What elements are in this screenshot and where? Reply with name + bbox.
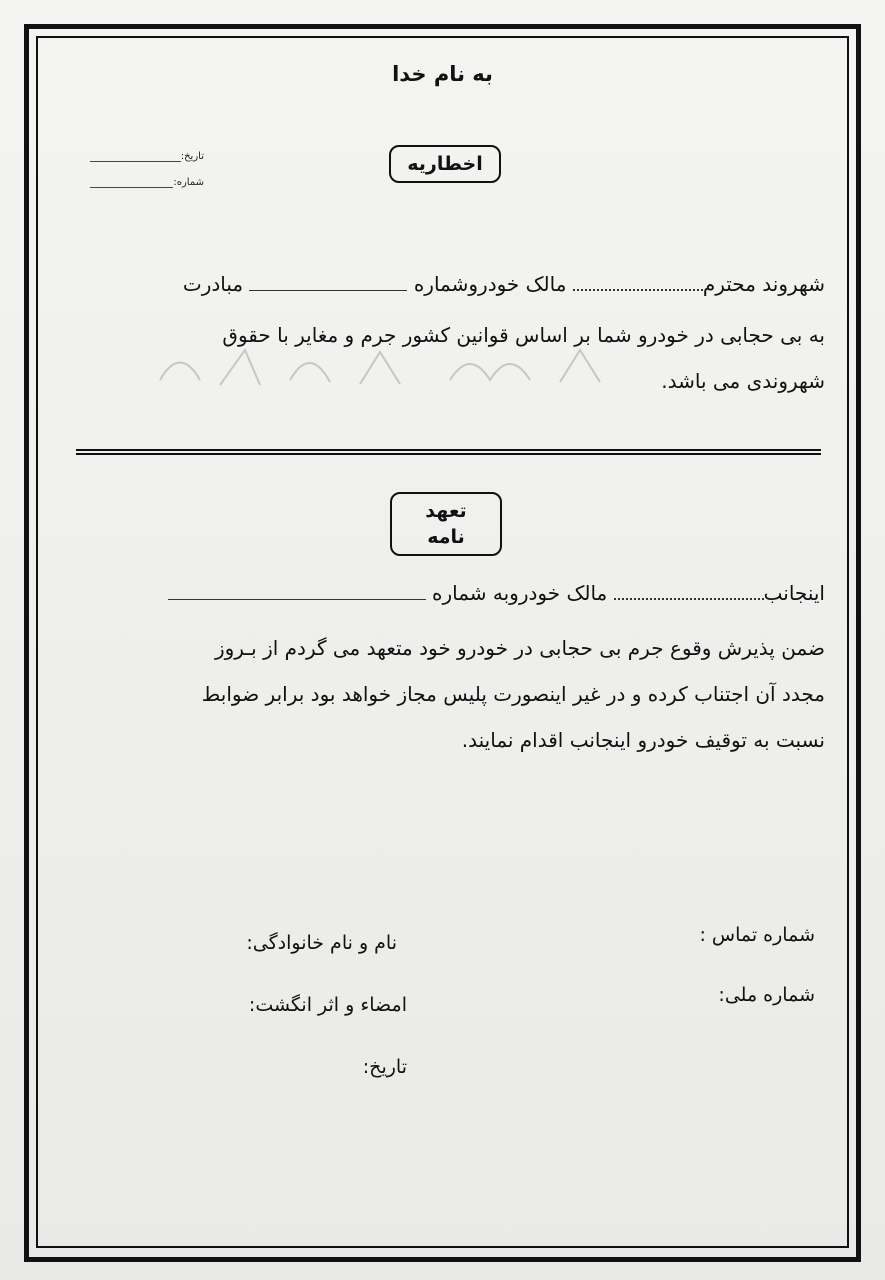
commitment-line-3: مجدد آن اجتناب کرده و در غیر اینصورت پلیس مجاز خواهد بود برابر ضوابط: [201, 682, 825, 706]
full-name-field-label: نام و نام خانوادگی:: [246, 932, 397, 954]
basmala-heading: به نام خدا: [392, 62, 493, 86]
notice-line-2: به بی حجابی در خودرو شما بر اساس قوانین کشور جرم و مغایر با حقوق: [222, 323, 825, 347]
meta-date-label: تاریخ:: [180, 151, 204, 162]
signature-field-label: امضاء و اثر انگشت:: [248, 994, 407, 1016]
meta-number-row: [88, 172, 204, 188]
notice-name-blank: [573, 271, 703, 291]
commitment-line-4: نسبت به توقیف خودرو اینجانب اقدام نمایند.: [461, 728, 825, 752]
notice-title: اخطاریه: [389, 145, 501, 183]
commitment-line-1: [60, 577, 825, 609]
date-field-label: تاریخ:: [362, 1056, 407, 1078]
commitment-plate-label: مالک خودروبه شماره: [431, 581, 608, 605]
notice-line-1: [60, 268, 825, 300]
notice-citizen-label: شهروند محترم: [702, 272, 825, 296]
notice-line-3: شهروندی می باشد.: [661, 369, 825, 393]
commitment-self-label: اینجانب: [763, 581, 825, 605]
meta-date-blank: [90, 149, 181, 162]
meta-date-row: [88, 146, 204, 162]
commitment-title: تعهد نامه: [390, 492, 502, 556]
national-id-field-label: شماره ملی:: [718, 984, 815, 1006]
notice-plate-label: مالک خودروشماره: [413, 272, 567, 296]
meta-number-blank: [90, 175, 173, 188]
notice-line1-end: مبادرت: [182, 272, 244, 296]
notice-plate-blank: [249, 272, 407, 291]
faint-handwriting-mark: [150, 340, 630, 400]
commitment-line-2: ضمن پذیرش وقوع جرم بی حجابی در خودرو خود متعهد می گردم از بـروز: [214, 636, 825, 660]
section-divider: [76, 449, 821, 455]
commitment-plate-blank: [168, 581, 426, 600]
commitment-name-blank: [614, 580, 764, 600]
meta-number-label: شماره:: [173, 177, 204, 188]
phone-field-label: شماره تماس :: [699, 924, 815, 946]
